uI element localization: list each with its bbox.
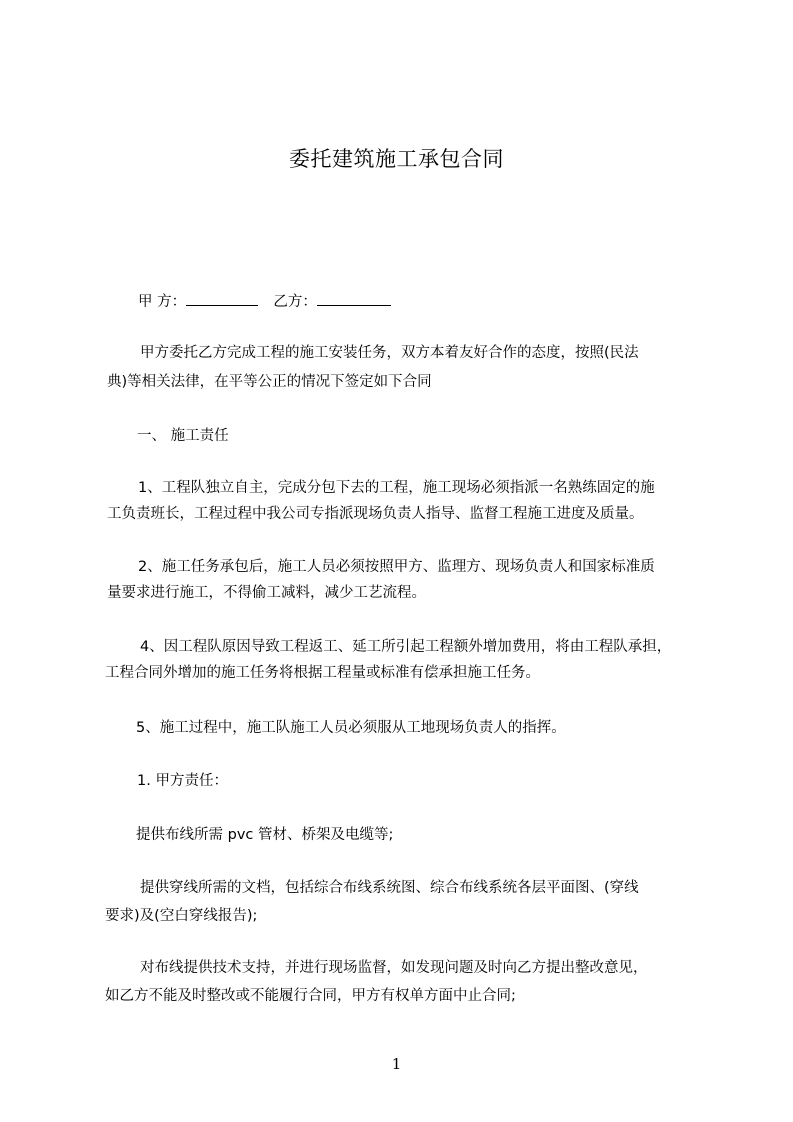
party-b-label: 乙方： [273,294,317,310]
clause-2-line-1: 2、施工任务承包后，施工人员必须按照甲方、监理方、现场负责人和国家标准质 [138,559,655,575]
intro-line-2: 典)等相关法律，在平等公正的情况下签定如下合同 [107,374,432,390]
parties-line [138,291,391,312]
intro-line-1: 甲方委托乙方完成工程的施工安装任务，双方本着友好合作的态度，按照(民法 [140,345,639,361]
clause-1-line-1: 1、工程队独立自主，完成分包下去的工程，施工现场必须指派一名熟练固定的施 [138,480,655,496]
page-number: 1 [391,1055,402,1073]
party-a-duty-3-line-1: 对布线提供技术支持，并进行现场监督，如发现问题及时向乙方提出整改意见， [140,960,648,976]
clause-1-line-2: 工负责班长，工程过程中我公司专指派现场负责人指导、监督工程施工进度及质量。 [107,506,644,522]
clause-4-line-1: 4、因工程队原因导致工程返工、延工所引起工程额外增加费用，将由工程队承担， [140,639,672,655]
party-a-duty-1: 提供布线所需 pvc 管材、桥架及电缆等; [136,827,394,843]
party-a-duty-2-line-1: 提供穿线所需的文档，包括综合布线系统图、综合布线系统各层平面图、(穿线 [140,880,639,896]
party-a-duties-heading: 1. 甲方责任： [137,773,228,789]
party-a-duty-3-line-2: 如乙方不能及时整改或不能履行合同，甲方有权单方面中止合同; [105,988,516,1004]
section-heading: 一、 施工责任 [137,428,229,444]
clause-4-line-2: 工程合同外增加的施工任务将根据工程量或标准有偿承担施工任务。 [105,665,540,681]
clause-5-line: 5、施工过程中，施工队施工人员必须服从工地现场负责人的指挥。 [136,720,566,736]
party-a-duty-2-line-2: 要求)及(空白穿线报告); [105,908,258,924]
document-title: 委托建筑施工承包合同 [289,147,504,171]
party-a-label: 甲 方： [138,294,187,310]
party-b-blank [317,291,391,306]
clause-2-line-2: 量要求进行施工，不得偷工减料，减少工艺流程。 [107,585,426,601]
party-a-blank [186,291,258,306]
